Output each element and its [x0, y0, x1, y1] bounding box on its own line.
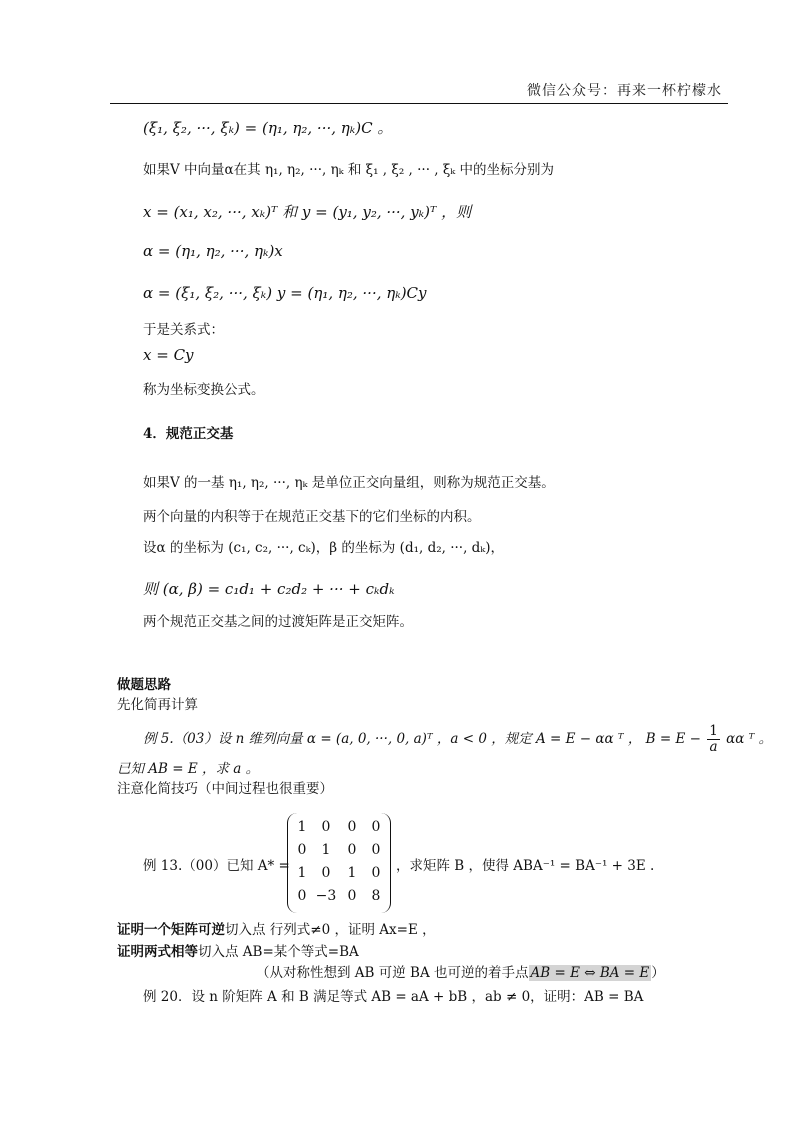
matrix-cell: 1: [321, 842, 331, 858]
matrix-cell: 8: [371, 888, 381, 904]
tip-symmetry-text: （从对称性想到 AB 可逆 BA 也可逆的着手点: [256, 965, 529, 981]
tip-invertible: [117, 918, 436, 938]
heading-approach: 做题思路: [117, 677, 171, 693]
example-5-line1: [143, 724, 772, 755]
fraction: [707, 724, 720, 755]
matrix-row: [288, 819, 390, 841]
text-orthonormal-def: 如果V 的一基 η₁, η₂, ···, ηₖ 是单位正交向量组，则称为规范正交基。: [143, 475, 555, 491]
text-orthogonal-matrix: 两个规范正交基之间的过渡矩阵是正交矩阵。: [143, 614, 413, 630]
matrix-row: [288, 888, 390, 910]
fraction-numerator: 1: [709, 723, 718, 739]
text-note: 注意化简技巧（中间过程也很重要）: [117, 781, 333, 797]
formula-inner-product: 则 (α, β) = c₁d₁ + c₂d₂ + ··· + cₖdₖ: [143, 580, 395, 598]
tip-symmetry-close: ）: [651, 965, 665, 981]
example-5-line2: 已知 AB = E ，求 a 。: [117, 761, 260, 777]
fraction-denominator: a: [709, 739, 718, 755]
matrix-cell: 0: [347, 819, 357, 835]
formula-alpha-eta: α = (η₁, η₂, ···, ηₖ)x: [143, 242, 283, 260]
example-13-suffix: ，求矩阵 B ，使得 ABA⁻¹ = BA⁻¹ + 3E .: [396, 858, 655, 874]
tip-equality-title: 证明两式相等: [117, 944, 198, 960]
example-20: 例 20．设 n 阶矩阵 A 和 B 满足等式 AB = aA + bB ，ab ≠ 0，证明：AB = BA: [143, 989, 644, 1005]
text-transform-formula: 称为坐标变换公式。: [143, 382, 265, 398]
header-title: 微信公众号：再来一杯柠檬水: [527, 83, 722, 99]
tip-invertible-title: 证明一个矩阵可逆: [117, 922, 225, 938]
formula-x-cy: x = Cy: [143, 346, 194, 364]
matrix-cell: 0: [371, 819, 381, 835]
matrix-cell: 0: [347, 842, 357, 858]
formula-basis-transition: (ξ₁, ξ₂, ···, ξₖ) = (η₁, η₂, ···, ηₖ)C 。: [143, 119, 393, 137]
text-relation: 于是关系式：: [143, 322, 224, 338]
matrix-cell: 1: [297, 819, 307, 835]
text-coordinate-intro: 如果V 中向量α在其 η₁, η₂, ···, ηₖ 和 ξ₁ , ξ₂ , ··· , ξₖ 中的坐标分别为: [143, 162, 555, 178]
matrix-cell: 1: [347, 865, 357, 881]
matrix-cell: 0: [371, 865, 381, 881]
section-heading-orthonormal: 4．规范正交基: [143, 426, 234, 442]
matrix-cell: 0: [297, 842, 307, 858]
example-5-tail: αα ᵀ 。: [726, 731, 773, 747]
matrix-row: [288, 865, 390, 887]
formula-x-y-definition: x = (x₁, x₂, ···, xₖ)ᵀ 和 y = (y₁, y₂, ···, yₖ)ᵀ ，则: [143, 203, 472, 221]
text-simplify-first: 先化简再计算: [117, 697, 198, 713]
text-inner-product: 两个向量的内积等于在规范正交基下的它们坐标的内积。: [143, 509, 481, 525]
tip-symmetry: [256, 961, 665, 981]
tip-invertible-body: 切入点 行列式≠0 ，证明 Ax=E ，: [225, 922, 436, 938]
matrix-cell: −3: [315, 888, 337, 904]
formula-alpha-xi: α = (ξ₁, ξ₂, ···, ξₖ) y = (η₁, η₂, ···, ηₖ)Cy: [143, 284, 427, 302]
matrix-cell: 0: [321, 865, 331, 881]
highlight-formula: AB = E ⇔ BA = E: [530, 965, 650, 981]
matrix-cell: 0: [297, 888, 307, 904]
matrix-a-star: [287, 813, 391, 913]
header-rule: [110, 103, 728, 104]
matrix-cell: 1: [297, 865, 307, 881]
example-13-prefix: 例 13.（00）已知 A* =: [143, 858, 290, 874]
matrix-cell: 0: [347, 888, 357, 904]
matrix-cell: 0: [371, 842, 381, 858]
example-5-formula: 例 5.（03）设 n 维列向量 α = (a, 0, ···, 0, a)ᵀ ，a < 0 ，规定 A = E − αα ᵀ ， B = E −: [143, 731, 706, 747]
matrix-cell: 0: [321, 819, 331, 835]
matrix-row: [288, 842, 390, 864]
tip-equality-body: 切入点 AB=某个等式=BA: [198, 944, 359, 960]
tip-equality: [117, 940, 359, 960]
text-coordinates: 设α 的坐标为 (c₁, c₂, ···, cₖ)，β 的坐标为 (d₁, d₂, ···, dₖ)，: [143, 540, 504, 556]
